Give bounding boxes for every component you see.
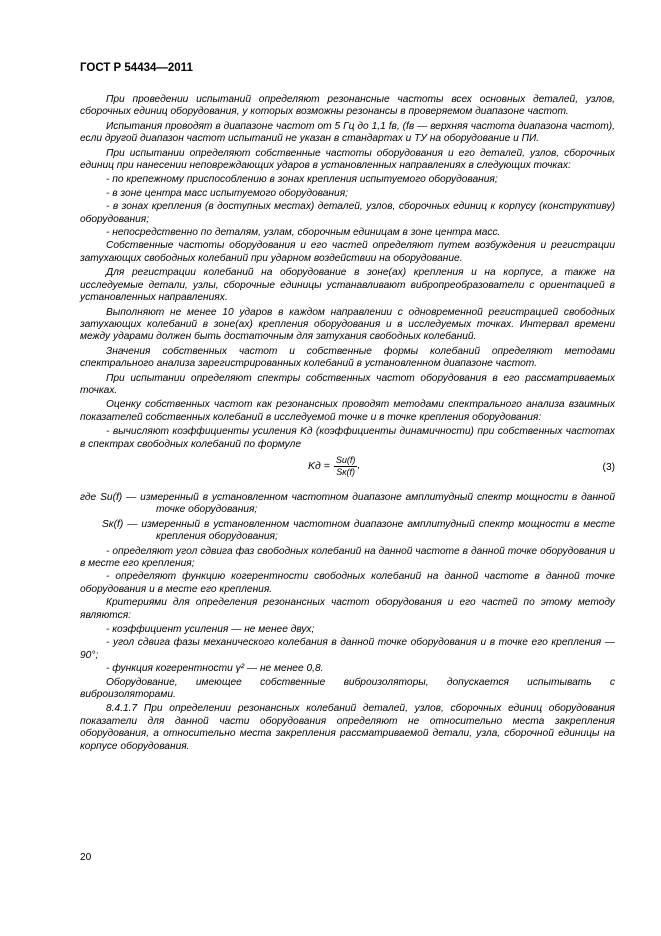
list-item: - по крепежному приспособлению в зонах крепления испытуемого оборудования;	[106, 174, 498, 186]
paragraph: Испытания проводят в диапазоне частот от 5 Гц до 1,1 fв, (fв — верхняя частота диапазона частот), если другой диапазон частот испытаний не указан в стандартах и ТУ на оборудование и ПИ.	[80, 120, 615, 145]
formula-fraction	[334, 454, 361, 478]
paragraph: Оценку собственных частот как резонансных проводят методами спектрального анализа взаимных показателей собственных колебаний в исследуемой точке и в точке крепления оборудования:	[80, 399, 615, 423]
document-header: ГОСТ Р 54434—2011	[80, 62, 193, 74]
page-number: 20	[80, 852, 92, 863]
list-item: - вычисляют коэффициенты усиления Kд (коэффициенты динамичности) при собственных частотах в спектрах свободных колебаний по формуле	[80, 426, 615, 450]
paragraph: Оборудование, имеющее собственные виброизоляторы, допускается испытывать с виброизоляторами.	[80, 676, 615, 701]
page-content	[80, 94, 615, 755]
list-item: - угол сдвига фазы механического колебания в данной точке оборудования и в точке его крепления — 90°;	[80, 637, 615, 661]
paragraph: Собственные частоты оборудования и его частей определяют путем возбуждения и регистрации затухающих свободных колебаний при ударном воздействии на оборудование.	[80, 240, 615, 264]
formula-3	[80, 454, 615, 488]
formula-number: (3)	[602, 461, 615, 473]
paragraph: При испытании определяют собственные частоты оборудования и его деталей, узлов, сборочных единиц при нанесении неповреждающих ударов в установленных направлениях в следующих точках:	[80, 147, 615, 172]
list-item: - в зоне центра масс испытуемого оборудования;	[106, 187, 348, 199]
paragraph: При испытании определяют спектры собственных частот оборудования в его рассматриваемых точках.	[80, 372, 615, 396]
list-item: - определяют угол сдвига фаз свободных колебаний на данной частоте в данной точке оборудования и в месте его крепления;	[80, 545, 615, 569]
formula-tail: ,	[357, 460, 361, 472]
formula-numerator: Sи(f)	[335, 454, 356, 465]
paragraph: Критериями для определения резонансных частот оборудования и его частей по этому методу являются:	[80, 597, 615, 621]
list-item: - в зонах крепления (в доступных местах) деталей, узлов, сборочных единиц к корпусу (конструктиву) оборудования;	[80, 201, 615, 225]
where-definition: где Sи(f) — измеренный в установленном частотном диапазоне амплитудный спектр мощности в данной точке оборудования;	[80, 491, 615, 516]
paragraph: Выполняют не менее 10 ударов в каждом направлении с одновременной регистрацией свободных затухающих колебаний в зоне(ах) крепления оборудования и в исследуемых точках. Интервал времени между ударами должен быть достаточным для затухания свободных колебаний.	[80, 306, 615, 343]
list-item: - функция когерентности γ² — не менее 0,8.	[106, 663, 324, 675]
paragraph: 8.4.1.7 При определении резонансных колебаний деталей, узлов, сборочных единиц оборудования показатели для данной части оборудования определяют не относительно места закрепления оборудования, а относительно места закрепления рассматриваемой детали, узла, сборочной единицы на корпусе оборудования.	[80, 703, 615, 752]
paragraph: При проведении испытаний определяют резонансные частоты всех основных деталей, узлов, сборочных единиц оборудования, у которых возможны резонансы в проверяемом диапазоне частот.	[80, 94, 615, 118]
paragraph: Для регистрации колебаний на оборудование в зоне(ах) крепления и на корпусе, а также на исследуемые детали, узлы, сборочные единицы устанавливают вибропреобразователи с ориентацией в установленных направлениях.	[80, 267, 615, 304]
list-item: - непосредственно по деталям, узлам, сборочным единицам в зоне центра масс.	[106, 227, 501, 239]
formula-expression	[308, 455, 360, 478]
list-item: - определяют функцию когерентности свободных колебаний на данной частоте в данной точке оборудования и в месте его крепления.	[80, 571, 615, 595]
formula-denominator: Sк(f)	[336, 466, 355, 477]
formula-lhs: Kд =	[308, 460, 330, 473]
list-item: - коэффициент усиления — не менее двух;	[106, 624, 315, 636]
paragraph: Значения собственных частот и собственные формы колебаний определяют методами спектрального анализа зарегистрированных колебаний в установленном диапазоне частот.	[80, 345, 615, 370]
where-definition: Sк(f) — измеренный в установленном частотном диапазоне амплитудный спектр мощности в месте крепления оборудования;	[102, 518, 615, 543]
